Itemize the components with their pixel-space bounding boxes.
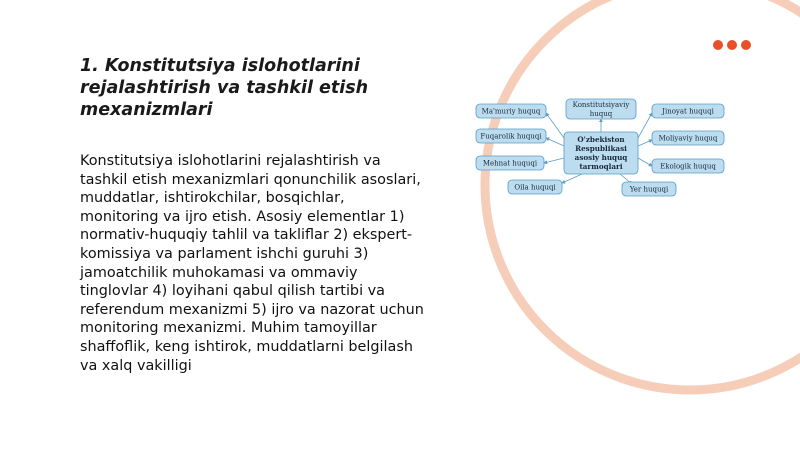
node-right-1-label: Jinoyat huquqi [662,107,714,116]
slide-body-text: Konstitutsiya islohotlarini rejalashtirish va tashkil etish mexanizmlari qonunchilik asoslari, muddatlar, ishtirokchilar, bosqichlar, monitoring va ijro etish. Asosiy elementlar 1) normativ-huquqiy tahlil va takliflar 2) ekspert-komissiya va parlament ishchi guruhi 3) jamoatchilik muhokamasi va ommaviy tinglovlar 4) loyihani qabul qilish tartibi va referendum mexanizmi 5) ijro va nazorat uchun monitoring mexanizmi. Muhim tamoyillar shaffoflik, keng ishtirok, muddatlarni belgilash va xalq vakilligi [80,153,424,374]
node-top-line-2: huquq [589,110,613,118]
slide-title: 1. Konstitutsiya islohotlarini rejalashtirish va tashkil etish mexanizmlari [80,56,369,120]
node-top-line-1: Konstitutsiyaviy [572,101,630,109]
node-center [564,132,638,174]
dot-icon [713,40,723,50]
center-line-4: tarmoqlari [579,162,623,171]
node-left-2-label: Fuqarolik huquqi [480,132,542,141]
node-left-1 [476,104,546,118]
node-right-3 [652,159,724,173]
node-top [566,99,636,119]
node-bottom-right-label: Yer huquqi [629,185,669,194]
node-left-2 [476,129,546,143]
node-bottom-left [508,180,562,194]
node-bottom-left-label: Oila huquqi [514,183,556,192]
node-right-2-label: Moliyaviy huquq [658,134,718,143]
node-right-2 [652,131,724,145]
center-line-1: O'zbekiston [577,135,625,144]
dot-icon [727,40,737,50]
dot-icon [741,40,751,50]
node-right-1 [652,104,724,118]
node-bottom-right [622,182,676,196]
node-right-3-label: Ekologik huquq [660,162,716,171]
node-left-3 [476,156,544,170]
node-left-3-label: Mehnat huquqi [482,159,538,168]
decorative-dots [713,40,751,50]
node-left-1-label: Ma'muriy huquq [481,107,541,116]
center-line-2: Respublikasi [575,144,627,153]
center-line-3: asosiy huquq [574,153,628,162]
law-branches-diagram [472,96,730,204]
